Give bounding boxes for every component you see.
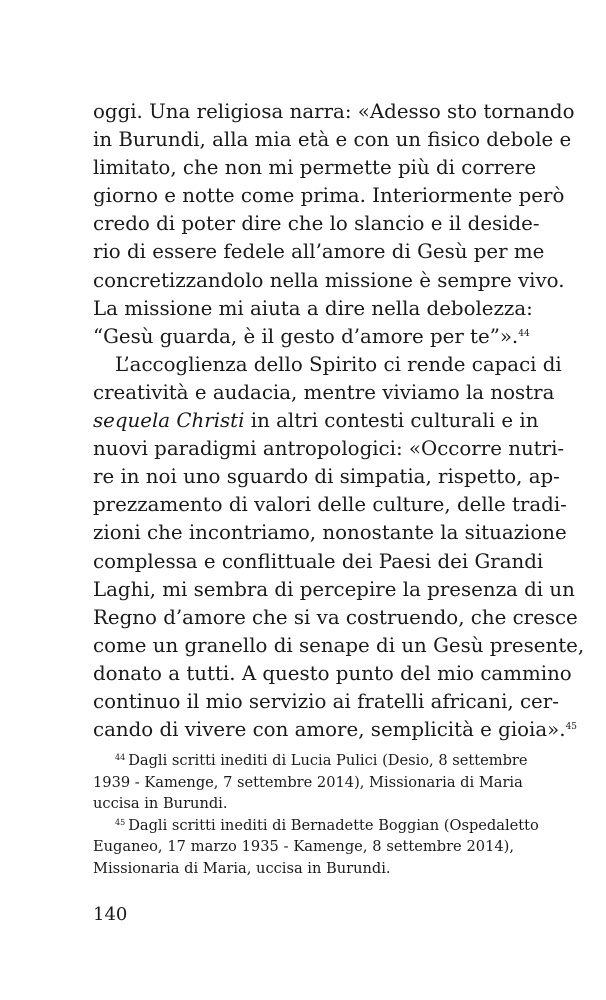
text-line-content: cando di vivere con amore, semplicità e gioia».	[93, 718, 566, 742]
footnote-44	[93, 750, 528, 815]
text-line: rio di essere fedele all’amore di Gesù per me	[93, 240, 545, 264]
footnote-line: 1939 - Kamenge, 7 settembre 2014), Missionaria di Maria	[93, 773, 523, 791]
footnote-number: 44	[115, 753, 126, 762]
body-text	[93, 98, 585, 744]
text-line: re in noi uno sguardo di simpatia, rispetto, ap-	[93, 465, 560, 489]
text-line: oggi. Una religiosa narra: «Adesso sto tornando	[93, 100, 575, 123]
footnote-number: 45	[115, 817, 126, 827]
paragraph-2	[93, 351, 585, 744]
text-line	[93, 323, 530, 351]
footnote-ref-45[interactable]: 45	[565, 722, 578, 733]
footnote-45	[93, 815, 539, 880]
text-line: Regno d’amore che si va costruendo, che cresce	[93, 605, 578, 629]
text-line: come un granello di senape di un Gesù presente,	[93, 633, 585, 657]
text-line: continuo il mio servizio ai fratelli africani, cer-	[93, 689, 559, 713]
footnote-line: uccisa in Burundi.	[93, 795, 228, 813]
footnotes	[93, 750, 539, 880]
footnote-line	[93, 815, 539, 837]
page-number: 140	[93, 904, 128, 925]
text-line: limitato, che non mi permette più di correre	[93, 156, 537, 180]
footnote-line: Missionaria di Maria, uccisa in Burundi.	[93, 859, 391, 877]
footnote-text: Dagli scritti inediti di Lucia Pulici (Desio, 8 settembre	[128, 752, 528, 769]
italic-phrase: sequela Christi	[93, 409, 245, 433]
text-line: credo di poter dire che lo slancio e il deside-	[93, 212, 540, 236]
text-line: donato a tutti. A questo punto del mio cammino	[93, 661, 572, 685]
text-line: complessa e conflittuale dei Paesi dei Grandi	[93, 549, 544, 573]
footnote-line: Euganeo, 17 marzo 1935 - Kamenge, 8 settembre 2014),	[93, 838, 514, 856]
text-line: nuovi paradigmi antropologici: «Occorre nutri-	[93, 437, 565, 461]
footnote-text: Dagli scritti inediti di Bernadette Boggian (Ospedaletto	[128, 816, 539, 834]
footnote-ref-44[interactable]: 44	[518, 328, 530, 339]
text-line: concretizzandolo nella missione è sempre vivo.	[93, 268, 565, 292]
text-line	[93, 716, 578, 744]
text-line: L’accoglienza dello Spirito ci rende capaci di	[115, 352, 562, 376]
text-line	[93, 407, 539, 435]
text-line: creatività e audacia, mentre viviamo la nostra	[93, 380, 555, 404]
text-line: in Burundi, alla mia età e con un fisico debole e	[93, 128, 572, 152]
text-line: Laghi, mi sembra di percepire la presenza di un	[93, 577, 575, 601]
footnote-line	[93, 750, 528, 772]
text-line: giorno e notte come prima. Interiormente però	[93, 184, 565, 208]
text-line-content: in altri contesti culturali e in	[244, 409, 539, 433]
text-line: zioni che incontriamo, nonostante la situazione	[93, 521, 567, 545]
paragraph-1	[93, 98, 575, 351]
text-line: La missione mi aiuta a dire nella debolezza:	[93, 296, 533, 320]
text-line: prezzamento di valori delle culture, delle tradi-	[93, 493, 567, 517]
text-line-content: “Gesù guarda, è il gesto d’amore per te”».	[93, 324, 519, 348]
